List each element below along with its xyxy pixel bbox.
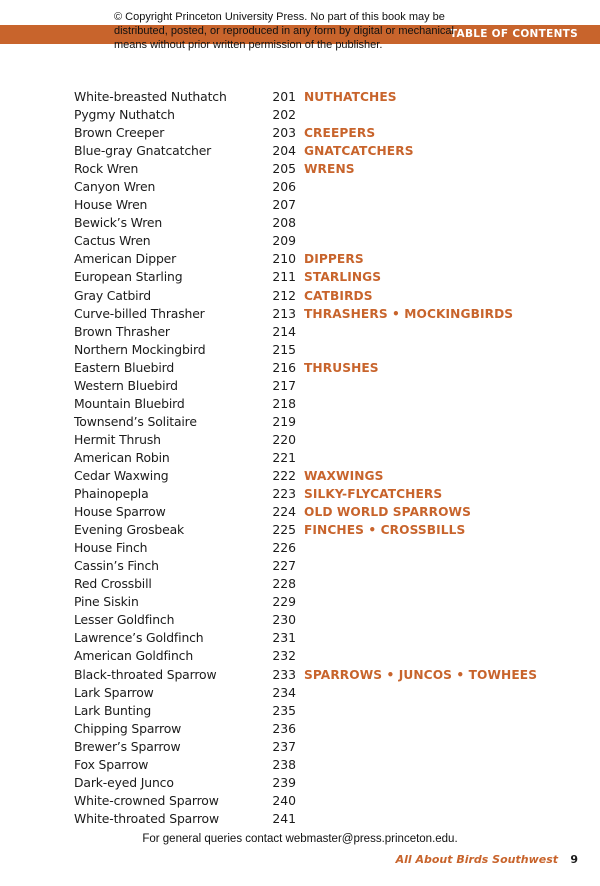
toc-row (74, 232, 554, 250)
toc-row (74, 305, 554, 323)
bird-name: Brown Thrasher (74, 323, 170, 339)
page-ref: 231 (272, 630, 296, 646)
bird-name: Rock Wren (74, 161, 139, 177)
bird-name: Blue-gray Gnatcatcher (74, 143, 212, 159)
bird-name: Canyon Wren (74, 179, 156, 195)
bird-name: Western Bluebird (74, 377, 178, 393)
page-ref: 224 (272, 504, 296, 520)
family-heading: WAXWINGS (304, 468, 384, 483)
toc-row (74, 666, 554, 684)
toc-row (74, 106, 554, 124)
toc-row (74, 720, 554, 738)
bird-name: White-throated Sparrow (74, 810, 219, 826)
bird-name: Brown Creeper (74, 125, 165, 141)
bird-name: House Sparrow (74, 504, 166, 520)
toc-row (74, 359, 554, 377)
toc-row (74, 413, 554, 431)
bird-name: American Dipper (74, 251, 177, 267)
page-ref: 207 (272, 197, 296, 213)
toc-row (74, 792, 554, 810)
bird-name: Phainopepla (74, 486, 149, 502)
toc-row (74, 341, 554, 359)
page-ref: 235 (272, 702, 296, 718)
family-heading: DIPPERS (304, 252, 364, 267)
page-ref: 206 (272, 179, 296, 195)
bird-name: Brewer’s Sparrow (74, 738, 181, 754)
running-title: All About Birds Southwest (395, 853, 558, 866)
toc-row (74, 593, 554, 611)
toc-row (74, 214, 554, 232)
page-ref: 216 (272, 359, 296, 375)
toc-row (74, 521, 554, 539)
toc-row (74, 503, 554, 521)
page-ref: 240 (272, 792, 296, 808)
toc-row (74, 178, 554, 196)
toc-row (74, 268, 554, 286)
bird-name: Lark Bunting (74, 702, 152, 718)
bird-name: Cassin’s Finch (74, 558, 159, 574)
family-heading: SPARROWS • JUNCOS • TOWHEES (304, 667, 538, 682)
page-ref: 239 (272, 774, 296, 790)
section-label: TABLE OF CONTENTS (449, 28, 578, 40)
page-ref: 223 (272, 486, 296, 502)
page-ref: 221 (272, 449, 296, 465)
page-ref: 202 (272, 107, 296, 123)
page-ref: 227 (272, 558, 296, 574)
toc-row (74, 738, 554, 756)
toc-row (74, 575, 554, 593)
page-ref: 219 (272, 413, 296, 429)
family-heading: NUTHATCHES (304, 90, 397, 104)
toc-row (74, 810, 554, 828)
bird-name: American Robin (74, 449, 170, 465)
bird-name: European Starling (74, 269, 183, 285)
page-ref: 234 (272, 684, 296, 700)
page-ref: 220 (272, 431, 296, 447)
family-heading: OLD WORLD SPARROWS (304, 505, 471, 520)
bird-name: Black-throated Sparrow (74, 666, 217, 682)
bird-name: Cactus Wren (74, 233, 151, 249)
bird-name: Red Crossbill (74, 576, 152, 592)
page-ref: 210 (272, 251, 296, 267)
page-ref: 228 (272, 576, 296, 592)
bird-name: Mountain Bluebird (74, 395, 185, 411)
toc-row (74, 323, 554, 341)
toc-row (74, 756, 554, 774)
bird-name: House Finch (74, 540, 148, 556)
bird-name: White-breasted Nuthatch (74, 89, 227, 104)
page-ref: 211 (272, 269, 296, 285)
page-ref: 225 (272, 522, 296, 538)
bird-name: Lark Sparrow (74, 684, 154, 700)
toc-row (74, 449, 554, 467)
page-ref: 241 (272, 810, 296, 826)
toc-row (74, 684, 554, 702)
toc-row (74, 88, 554, 106)
family-heading: GNATCATCHERS (304, 144, 414, 159)
bird-name: Pine Siskin (74, 594, 139, 610)
bird-name: Fox Sparrow (74, 756, 149, 772)
page-number: 9 (570, 853, 578, 866)
bird-name: Townsend’s Solitaire (74, 413, 197, 429)
page-ref: 226 (272, 540, 296, 556)
page-ref: 218 (272, 395, 296, 411)
bird-name: Curve-billed Thrasher (74, 305, 205, 321)
toc-row (74, 629, 554, 647)
family-heading: SILKY-FLYCATCHERS (304, 487, 443, 502)
page-ref: 208 (272, 215, 296, 231)
bird-name: House Wren (74, 197, 148, 213)
family-heading: FINCHES • CROSSBILLS (304, 523, 466, 538)
toc-row (74, 124, 554, 142)
page-ref: 215 (272, 341, 296, 357)
toc-row (74, 287, 554, 305)
bird-name: American Goldfinch (74, 648, 194, 664)
toc-row (74, 539, 554, 557)
toc-row (74, 142, 554, 160)
family-heading: WRENS (304, 162, 355, 177)
bird-name: Lesser Goldfinch (74, 612, 175, 628)
bird-name: Chipping Sparrow (74, 720, 182, 736)
page-ref: 238 (272, 756, 296, 772)
toc-row (74, 557, 554, 575)
bird-name: Lawrence’s Goldfinch (74, 630, 204, 646)
page-ref: 201 (272, 89, 296, 104)
table-of-contents (74, 88, 554, 828)
page-ref: 233 (272, 666, 296, 682)
page-ref: 229 (272, 594, 296, 610)
toc-row (74, 377, 554, 395)
toc-row (74, 647, 554, 665)
page-ref: 213 (272, 305, 296, 321)
family-heading: CATBIRDS (304, 288, 373, 303)
toc-row (74, 160, 554, 178)
bird-name: Gray Catbird (74, 287, 151, 303)
page-ref: 230 (272, 612, 296, 628)
family-heading: STARLINGS (304, 270, 382, 285)
toc-row (74, 467, 554, 485)
family-heading: THRUSHES (304, 360, 379, 375)
copyright-notice: © Copyright Princeton University Press. No part of this book may be distributed, posted, or reproduced in any form by digital or mechanical means without prior written permission of the publisher. (114, 11, 454, 51)
page-ref: 237 (272, 738, 296, 754)
page-ref: 214 (272, 323, 296, 339)
page-ref: 217 (272, 377, 296, 393)
bird-name: Cedar Waxwing (74, 467, 169, 483)
toc-row (74, 431, 554, 449)
bird-name: Evening Grosbeak (74, 522, 185, 538)
toc-row (74, 196, 554, 214)
bird-name: Pygmy Nuthatch (74, 107, 175, 123)
bird-name: Hermit Thrush (74, 431, 161, 447)
page-ref: 232 (272, 648, 296, 664)
family-heading: THRASHERS • MOCKINGBIRDS (304, 306, 514, 321)
bird-name: Eastern Bluebird (74, 359, 175, 375)
bird-name: White-crowned Sparrow (74, 792, 219, 808)
toc-row (74, 395, 554, 413)
page-ref: 205 (272, 161, 296, 177)
toc-row (74, 250, 554, 268)
page-ref: 212 (272, 287, 296, 303)
page-ref: 204 (272, 143, 296, 159)
page-ref: 222 (272, 467, 296, 483)
bird-name: Dark-eyed Junco (74, 774, 174, 790)
toc-row (74, 611, 554, 629)
page-ref: 203 (272, 125, 296, 141)
bird-name: Bewick’s Wren (74, 215, 163, 231)
bird-name: Northern Mockingbird (74, 341, 206, 357)
contact-note: For general queries contact webmaster@press.princeton.edu. (142, 833, 458, 845)
toc-row (74, 485, 554, 503)
family-heading: CREEPERS (304, 126, 376, 141)
toc-row (74, 702, 554, 720)
page-ref: 236 (272, 720, 296, 736)
page-ref: 209 (272, 233, 296, 249)
toc-row (74, 774, 554, 792)
